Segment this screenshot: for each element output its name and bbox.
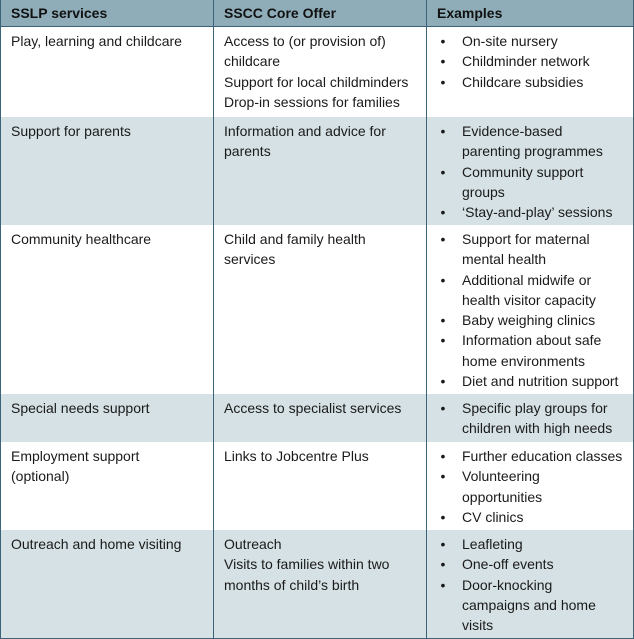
list-item [437, 121, 629, 162]
example-text: visits [462, 617, 494, 634]
list-item [437, 229, 629, 270]
header-sslp-services: SSLP services [11, 5, 108, 21]
example-text: Leafleting [462, 536, 523, 552]
offer-cell [224, 534, 414, 595]
example-text: Volunteering [462, 468, 540, 485]
list-item [437, 371, 629, 391]
bullet-icon: • [440, 163, 446, 180]
service-cell [11, 121, 201, 141]
table-row [1, 394, 633, 442]
table-row [1, 442, 633, 530]
service-text: Play, learning and childcare [11, 33, 182, 49]
examples-list [437, 31, 629, 92]
service-cell [11, 31, 201, 51]
example-text: health visitor capacity [462, 291, 596, 308]
example-text: Diet and nutrition support [462, 373, 619, 390]
bullet-icon: • [440, 204, 446, 221]
offer-text: parents [224, 143, 271, 160]
example-text: Information about safe [462, 332, 602, 349]
offer-text: Support for local childminders [224, 73, 409, 90]
example-text: Specific play groups for [462, 400, 608, 416]
offer-cell [224, 121, 414, 162]
example-text: Further education classes [462, 448, 623, 464]
bullet-icon: • [440, 556, 446, 573]
examples-cell [437, 229, 629, 391]
example-text: Additional midwife or [462, 271, 592, 288]
example-text: home environments [462, 352, 585, 369]
service-text: Community healthcare [11, 231, 152, 247]
examples-cell [437, 446, 629, 527]
example-text: ‘Stay-and-play’ sessions [462, 204, 613, 221]
offer-text: Outreach [224, 536, 282, 552]
table-row [1, 225, 633, 394]
bullet-icon: • [440, 271, 446, 288]
offer-text: Access to (or provision of) [224, 33, 386, 49]
examples-list [437, 229, 629, 391]
service-cell [11, 446, 201, 487]
example-text: Door-knocking [462, 576, 553, 593]
bullet-icon: • [440, 448, 446, 464]
table-row [1, 117, 633, 225]
table-header [1, 0, 633, 27]
bullet-icon: • [440, 400, 446, 416]
list-item [437, 162, 629, 203]
offer-cell [224, 446, 414, 466]
table-row [1, 27, 633, 117]
offer-cell [224, 31, 414, 112]
column-divider [213, 0, 214, 639]
bullet-icon: • [440, 33, 446, 49]
list-item [437, 330, 629, 371]
example-text: mental health [462, 251, 547, 268]
bullet-icon: • [440, 332, 446, 349]
offer-cell [224, 229, 414, 270]
example-text: Childminder network [462, 53, 590, 70]
list-item [437, 310, 629, 330]
example-text: parenting programmes [462, 143, 603, 160]
example-text: children with high needs [462, 420, 613, 437]
bullet-icon: • [440, 53, 446, 70]
list-item [437, 554, 629, 574]
bullet-icon: • [440, 508, 446, 525]
service-text: (optional) [11, 468, 70, 485]
examples-list [437, 121, 629, 222]
header-sscc-core-offer: SSCC Core Offer [224, 5, 337, 21]
list-item [437, 466, 629, 507]
bullet-icon: • [440, 123, 446, 139]
list-item [437, 270, 629, 311]
bullet-icon: • [440, 312, 446, 329]
examples-cell [437, 534, 629, 635]
service-text: Special needs support [11, 400, 150, 416]
offer-text: Links to Jobcentre Plus [224, 448, 369, 464]
list-item [437, 202, 629, 222]
bullet-icon: • [440, 576, 446, 593]
examples-list [437, 534, 629, 635]
offer-text: Child and family health [224, 231, 366, 247]
bullet-icon: • [440, 73, 446, 90]
example-text: Baby weighing clinics [462, 312, 596, 329]
bullet-icon: • [440, 536, 446, 552]
service-cell [11, 398, 201, 418]
examples-cell [437, 398, 629, 439]
examples-list [437, 446, 629, 527]
offer-text: childcare [224, 53, 281, 70]
example-text: CV clinics [462, 508, 524, 525]
example-text: opportunities [462, 488, 543, 505]
service-text: Support for parents [11, 123, 131, 139]
list-item [437, 398, 629, 439]
list-item [437, 575, 629, 636]
table-row [1, 530, 633, 638]
service-cell [11, 534, 201, 554]
offer-text: Drop-in sessions for families [224, 93, 400, 110]
list-item [437, 534, 629, 554]
offer-text: months of child’s birth [224, 576, 360, 593]
list-item [437, 446, 629, 466]
offer-text: services [224, 251, 276, 268]
list-item [437, 31, 629, 51]
header-examples: Examples [437, 5, 503, 21]
service-cell [11, 229, 201, 249]
bullet-icon: • [440, 373, 446, 390]
example-text: Evidence-based [462, 123, 563, 139]
example-text: Community support [462, 163, 584, 180]
example-text: One-off events [462, 556, 554, 573]
offer-text: Information and advice for [224, 123, 386, 139]
examples-list [437, 398, 629, 439]
list-item [437, 72, 629, 92]
offer-text: Visits to families within two [224, 556, 390, 573]
examples-cell [437, 31, 629, 92]
column-divider [426, 0, 427, 639]
bullet-icon: • [440, 231, 446, 247]
example-text: groups [462, 183, 505, 200]
service-text: Outreach and home visiting [11, 536, 182, 552]
example-text: campaigns and home [462, 596, 596, 613]
example-text: On-site nursery [462, 33, 558, 49]
list-item [437, 507, 629, 527]
offer-cell [224, 398, 414, 418]
examples-cell [437, 121, 629, 222]
example-text: Childcare subsidies [462, 73, 584, 90]
service-text: Employment support [11, 448, 140, 464]
example-text: Support for maternal [462, 231, 590, 247]
offer-text: Access to specialist services [224, 400, 402, 416]
list-item [437, 51, 629, 71]
bullet-icon: • [440, 468, 446, 485]
